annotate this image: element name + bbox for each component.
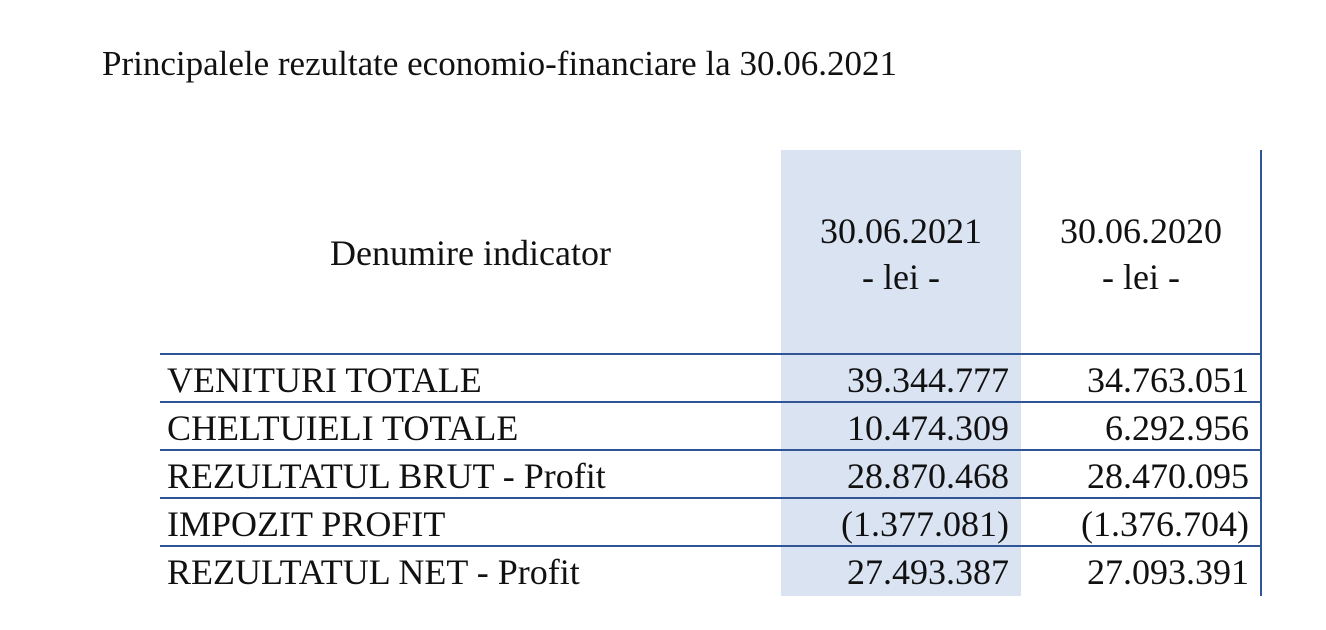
table-row <box>160 497 1260 545</box>
value-2020: (1.376.704) <box>1081 504 1249 544</box>
header-date: 30.06.2021 <box>820 211 982 251</box>
header-date: 30.06.2020 <box>1060 211 1222 251</box>
table-row <box>160 449 1260 497</box>
value-2020: 34.763.051 <box>1087 360 1249 400</box>
value-2020: 28.470.095 <box>1087 456 1249 496</box>
value-2021: 39.344.777 <box>847 360 1009 400</box>
header-unit: - lei - <box>862 257 940 297</box>
financial-results-table <box>160 353 1260 593</box>
row-label: CHELTUIELI TOTALE <box>167 408 519 448</box>
value-2021: 10.474.309 <box>847 408 1009 448</box>
value-2021: 27.493.387 <box>847 552 1009 592</box>
value-2021: 28.870.468 <box>847 456 1009 496</box>
table-row <box>160 353 1260 401</box>
value-2020: 6.292.956 <box>1105 408 1249 448</box>
table-row <box>160 401 1260 449</box>
value-2020: 27.093.391 <box>1087 552 1249 592</box>
table-row <box>160 545 1260 593</box>
row-label: VENITURI TOTALE <box>167 360 482 400</box>
row-label: REZULTATUL NET - Profit <box>167 552 580 592</box>
row-label: IMPOZIT PROFIT <box>167 504 446 544</box>
row-label: REZULTATUL BRUT - Profit <box>167 456 606 496</box>
header-column-2020 <box>1021 208 1261 300</box>
header-unit: - lei - <box>1102 257 1180 297</box>
header-indicator: Denumire indicator <box>330 233 611 273</box>
header-column-2021 <box>781 208 1021 300</box>
document-title: Principalele rezultate economio-financiare la 30.06.2021 <box>102 44 897 83</box>
value-2021: (1.377.081) <box>841 504 1009 544</box>
